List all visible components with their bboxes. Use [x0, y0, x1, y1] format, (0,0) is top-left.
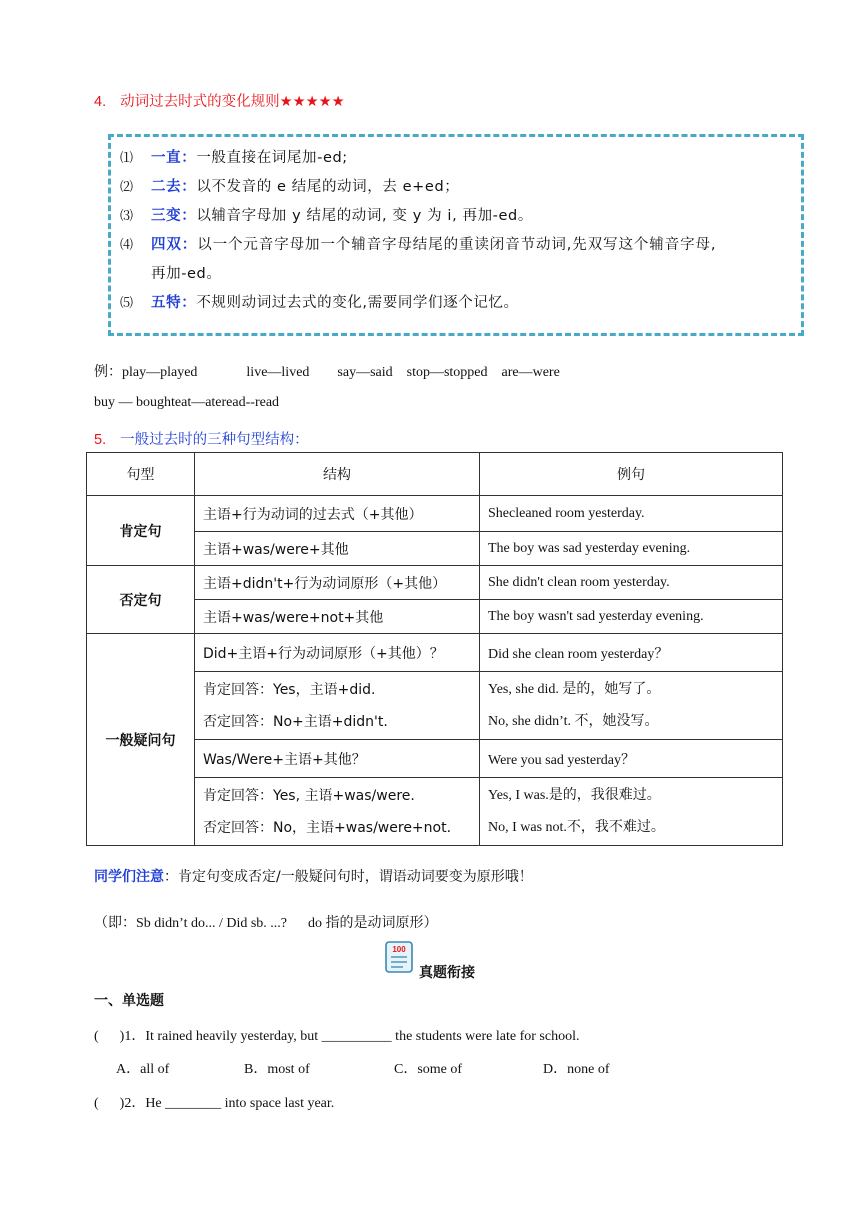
examples-line-1 [94, 361, 560, 381]
rule-text: 再加-ed。 [151, 266, 222, 282]
example-line: Yes, she did. 是的，她写了。 [488, 681, 661, 697]
attention-note [94, 866, 533, 886]
example-line: No, I was not.不，我不难过。 [488, 819, 665, 835]
rule-keyword: 五特： [151, 295, 197, 311]
header-structure: 结构 [195, 453, 480, 496]
q1-option-b[interactable]: B．most of [244, 1062, 310, 1077]
section-title-text: 一般过去时的三种句型结构： [120, 432, 309, 448]
structure-cell [195, 778, 480, 846]
example-cell: The boy was sad yesterday evening. [480, 532, 783, 566]
q1-option-c[interactable]: C．some of [394, 1062, 463, 1077]
rule-text: 以不发音的 e 结尾的动词，去 e+ed； [196, 179, 460, 195]
q1-option-d[interactable]: D．none of [543, 1062, 610, 1077]
example-cell [480, 778, 783, 846]
table-row [87, 566, 783, 600]
example-cell: Shecleaned room yesterday. [480, 496, 783, 532]
example-prefix: 例： [94, 364, 122, 380]
question-1: ( )1．It rained heavily yesterday, but __________ the students were late for school. [94, 1029, 580, 1044]
examples-line-2: buy — boughteat—ateread--read [94, 395, 280, 410]
example-line: Yes, I was.是的，我很难过。 [488, 787, 661, 803]
rule-keyword: 三变： [151, 208, 197, 224]
structure-line: 否定回答：No，主语+was/were+not. [203, 819, 452, 836]
row-label-affirmative: 肯定句 [87, 496, 195, 566]
row-label-negative: 否定句 [87, 566, 195, 634]
rule-index: ⑵ [120, 179, 134, 194]
example-cell: The boy wasn't sad yesterday evening. [480, 600, 783, 634]
example-words: play—played live—lived say—said stop—stopped are—were [122, 365, 560, 380]
rule-text: 一般直接在词尾加-ed; [196, 150, 348, 166]
structure-cell: 主语+was/were+not+其他 [195, 600, 480, 634]
structure-line: 肯定回答：Yes, 主语+was/were. [203, 787, 415, 804]
row-label-question: 一般疑问句 [87, 634, 195, 846]
section-number: 4. [94, 94, 107, 110]
structure-cell: 主语+was/were+其他 [195, 532, 480, 566]
structure-cell: Was/Were+主语+其他？ [195, 740, 480, 778]
header-sentence-type: 句型 [87, 453, 195, 496]
rule-index: ⑸ [120, 295, 134, 310]
rule-text: 以辅音字母加 y 结尾的动词, 变 y 为 i, 再加-ed。 [196, 208, 533, 224]
structure-cell [195, 672, 480, 740]
practice-section-heading: 一、单选题 [94, 993, 164, 1009]
structure-line: 肯定回答：Yes，主语+did. [203, 681, 376, 698]
structure-line: 否定回答：No+主语+didn't. [203, 713, 388, 730]
example-cell: She didn't clean room yesterday. [480, 566, 783, 600]
rule-index: ⑷ [120, 237, 134, 252]
sentence-structure-table [86, 452, 783, 846]
rule-1 [120, 148, 348, 168]
rule-5 [120, 293, 519, 313]
rule-3 [120, 206, 533, 226]
structure-cell: 主语+行为动词的过去式（+其他） [195, 496, 480, 532]
table-row [87, 496, 783, 532]
note-text: ：肯定句变成否定/一般疑问句时，谓语动词要变为原形哦！ [164, 869, 533, 885]
structure-cell: 主语+didn't+行为动词原形（+其他） [195, 566, 480, 600]
rule-4-continued [151, 264, 221, 284]
rule-index: ⑶ [120, 208, 134, 223]
example-line: No, she didn’t. 不，她没写。 [488, 713, 659, 729]
section-title-text: 动词过去时式的变化规则★★★★★ [120, 94, 345, 110]
note-example: （即：Sb didn’t do... / Did sb. ...? do 指的是动词原形） [94, 916, 438, 931]
rule-text: 以一个元音字母加一个辅音字母结尾的重读闭音节动词,先双写这个辅音字母, [197, 237, 717, 253]
rule-keyword: 一直： [151, 150, 197, 166]
rule-keyword: 二去： [151, 179, 197, 195]
structure-cell: Did+主语+行为动词原形（+其他）？ [195, 634, 480, 672]
rule-4 [120, 235, 716, 255]
example-cell [480, 672, 783, 740]
section-4-title [94, 90, 345, 111]
score-100-icon [384, 940, 414, 974]
header-example: 例句 [480, 453, 783, 496]
q1-option-a[interactable]: A．all of [116, 1062, 170, 1077]
example-cell: Were you sad yesterday？ [480, 740, 783, 778]
rule-text: 不规则动词过去式的变化,需要同学们逐个记忆。 [196, 295, 519, 311]
svg-text:100: 100 [392, 945, 406, 954]
rule-keyword: 四双： [151, 237, 198, 253]
question-2: ( )2．He ________ into space last year. [94, 1096, 335, 1111]
practice-title: 真题衔接 [419, 965, 475, 981]
section-5-title [94, 428, 309, 449]
note-highlight: 同学们注意 [94, 869, 164, 885]
table-header-row [87, 453, 783, 496]
rule-2 [120, 177, 459, 197]
table-row [87, 634, 783, 672]
section-number: 5. [94, 432, 107, 448]
rule-index: ⑴ [120, 150, 134, 165]
example-cell: Did she clean room yesterday？ [480, 634, 783, 672]
